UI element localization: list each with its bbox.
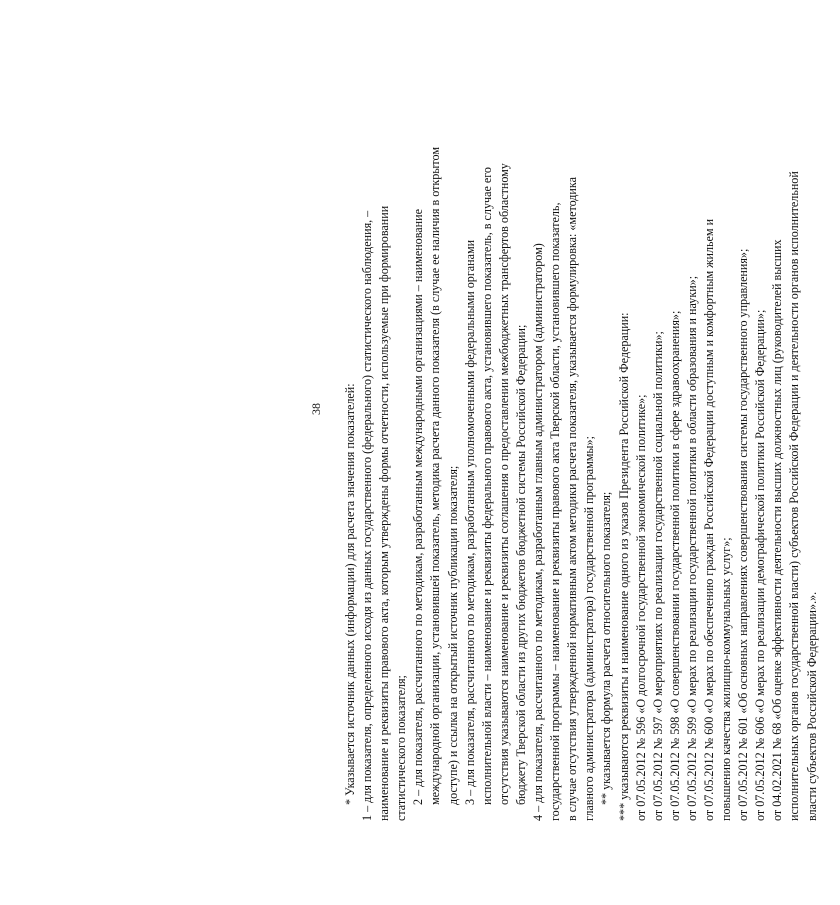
decree-597: от 07.05.2012 № 597 «О мероприятиях по реализации государственной социальной политики»; xyxy=(650,331,665,821)
source-3-line-4: бюджету Тверской области из других бюджетов бюджетной системы Российской Федерации; xyxy=(513,324,528,805)
decree-598: от 07.05.2012 № 598 «О совершенствовании государственной политики в сфере здравоохранения»; xyxy=(667,310,682,821)
source-4-line-3: в случае отсутствия утвержденной нормативным актом методики расчета показателя, указывается формулировка: «методика xyxy=(565,177,580,821)
source-4-line-1: 4 – для показателя, рассчитанного по методикам, разработанным главным администратором (администратором) xyxy=(531,243,546,821)
source-1-line-2: наименование и реквизиты правового акта, которым утверждены формы отчетности, используемые при формировании xyxy=(377,205,392,821)
page-number: 38 xyxy=(309,403,323,415)
decree-68-line-3: власти субъектов Российской Федерации».». xyxy=(804,591,819,821)
decree-68-line-2: исполнительных органов государственной власти) субъектов Российской Федерации и деятельности органов исполнительной xyxy=(787,171,802,821)
footnote-source-intro: * Указывается источник данных (информации) для расчета значения показателей: xyxy=(343,383,357,805)
decree-601: от 07.05.2012 № 601 «Об основных направлениях совершенствования системы государственного управления»; xyxy=(736,248,751,821)
rotated-text-block xyxy=(309,0,840,851)
decree-68-line-1: от 04.02.2021 № 68 «Об оценке эффективности деятельности высших должностных лиц (руководителей высших xyxy=(770,239,785,821)
source-4-line-4: главного администратора (администратора) государственной программы»; xyxy=(582,436,597,821)
footnote-decrees-intro: *** указываются реквизиты и наименование одного из указов Президента Российской Федерации: xyxy=(616,312,631,821)
source-4-line-2: государственной программы – наименование и реквизиты правового акта Тверской области, установившего показатель, xyxy=(548,202,563,821)
footnotes-body xyxy=(342,0,821,851)
decree-599: от 07.05.2012 № 599 «О мерах по реализации государственной политики в области образования и науки»; xyxy=(684,275,699,821)
decree-600-line-1: от 07.05.2012 № 600 «О мерах по обеспечению граждан Российской Федерации доступным и комфортным жильем и xyxy=(701,218,716,821)
decree-606: от 07.05.2012 № 606 «О мерах по реализации демографической политики Российской Федерации»; xyxy=(753,309,768,821)
source-2-line-3: доступе) и ссылка на открытый источник публикации показателя; xyxy=(445,465,460,805)
source-2-line-1: 2 – для показателя, рассчитанного по методикам, разработанным международными организациями – наименование xyxy=(411,209,426,805)
decree-596: от 07.05.2012 № 596 «О долгосрочной государственной экономической политике»; xyxy=(633,394,648,821)
decree-600-line-2: повышению качества жилищно-коммунальных услуг»; xyxy=(719,537,734,821)
source-1-line-1: 1 – для показателя, определенного исходя из данных государственного (федерального) статистического наблюдения, – xyxy=(360,210,375,821)
footnote-formula: ** указывается формула расчета относительного показателя; xyxy=(599,491,614,805)
source-3-line-3: отсутствия указываются наименование и реквизиты соглашения о предоставлении межбюджетных трансфертов областному xyxy=(496,163,511,805)
source-1-line-3: статистического показателя; xyxy=(394,675,409,821)
source-3-line-1: 3 – для показателя, рассчитанного по методикам, разработанным уполномоченными федеральными органами xyxy=(462,239,477,805)
source-2-line-2: международной организации, установившей показатель, методика расчета данного показателя (в случае ее наличия в открытом xyxy=(428,146,443,805)
source-3-line-2: исполнительной власти – наименование и реквизиты федерального правового акта, установившего показатель, в случае его xyxy=(479,167,494,805)
